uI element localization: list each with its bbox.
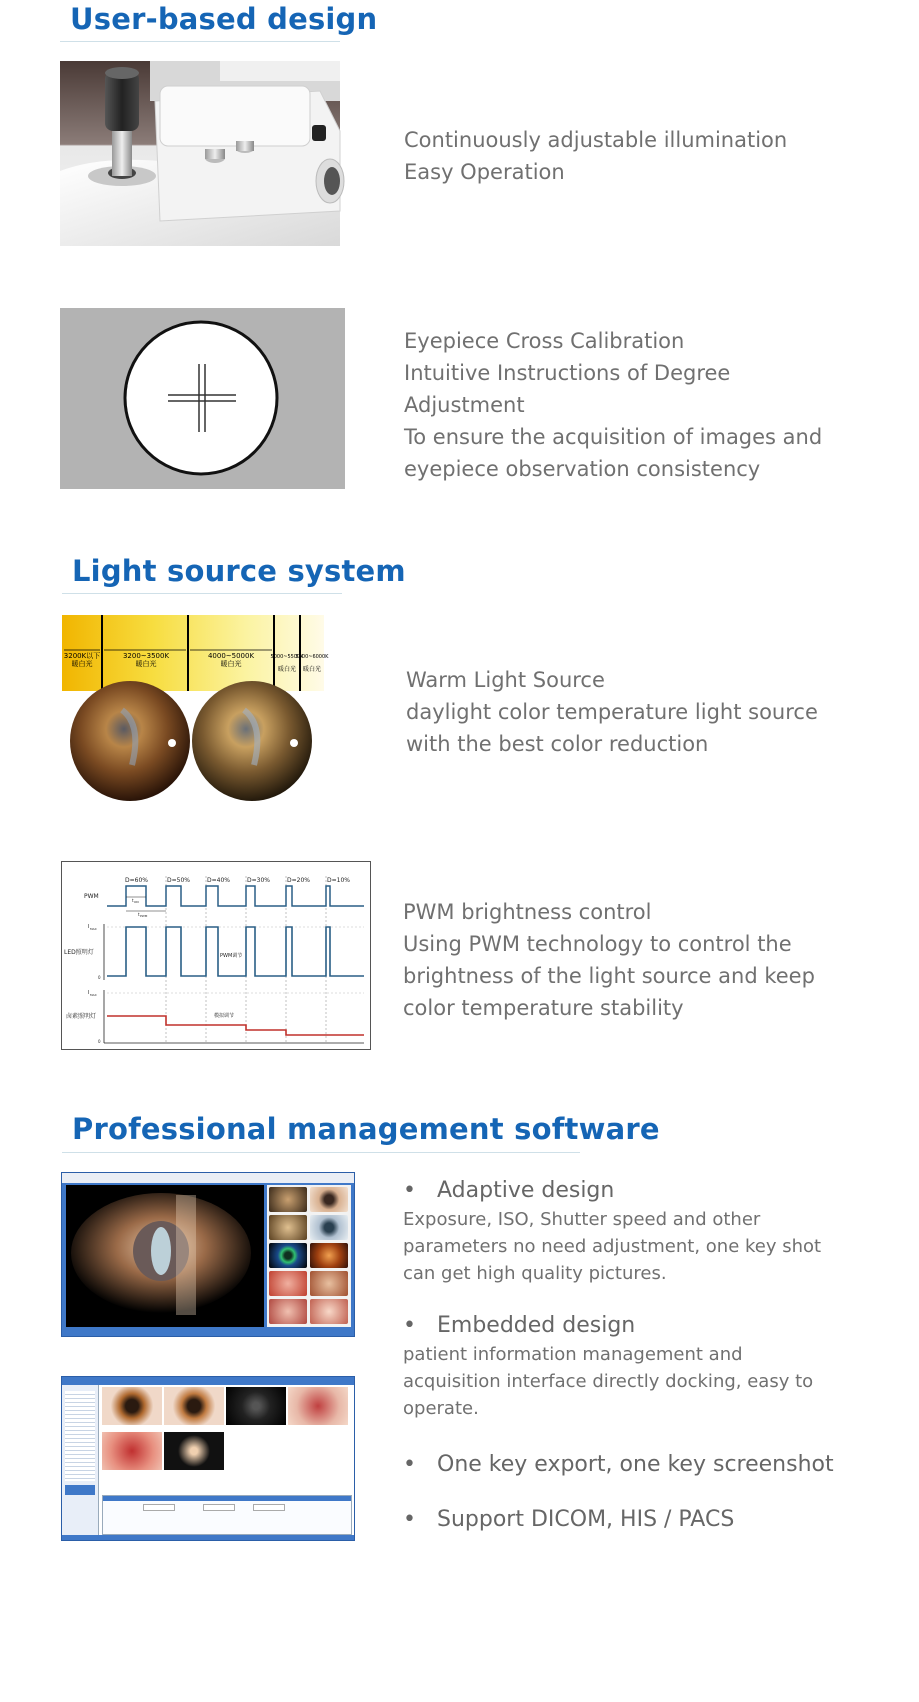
thumbnail[interactable] [269, 1187, 307, 1212]
eyepiece-description [404, 325, 822, 485]
zero-label: 0 [98, 975, 101, 980]
warm-light-description [406, 664, 818, 760]
text-line: Continuously adjustable illumination [404, 128, 788, 152]
feature-title-embedded: • Embedded design [403, 1313, 636, 1338]
image-thumbnail[interactable] [102, 1432, 162, 1470]
ct-label-0: 3200K以下 [63, 652, 101, 660]
status-bar [62, 1535, 354, 1540]
text-line: Intuitive Instructions of Degree [404, 361, 731, 385]
text-line: can get high quality pictures. [403, 1263, 667, 1284]
thumbnail[interactable] [269, 1215, 307, 1240]
ct-label-1-cn: 暖白光 [135, 660, 157, 668]
ct-label-2-cn: 暖白光 [220, 660, 242, 668]
text-line: daylight color temperature light source [406, 700, 818, 724]
section-title-software: Professional management software [72, 1112, 660, 1146]
imax-label: I [88, 924, 90, 930]
pwm-adjust-label: PWM调节 [220, 953, 243, 959]
feature-title-export: • One key export, one key screenshot [403, 1452, 834, 1477]
title-underline [62, 1152, 580, 1153]
text-line: To ensure the acquisition of images and [404, 425, 823, 449]
ct-label-3: 5000~5500K [270, 654, 304, 660]
t-on-label: t [132, 898, 134, 903]
patient-list[interactable] [65, 1391, 95, 1481]
text-line: parameters no need adjustment, one key shot [403, 1236, 822, 1257]
thumbnail[interactable] [310, 1215, 348, 1240]
device-joystick-photo [60, 61, 340, 246]
thumbnail[interactable] [269, 1299, 307, 1324]
color-temperature-comparison-image [62, 615, 329, 801]
software-feature-list [403, 1178, 903, 1532]
text-line: Warm Light Source [406, 668, 605, 692]
feature-desc-adaptive [403, 1206, 903, 1287]
duty-label: D=10% [327, 877, 350, 884]
text-line: Using PWM technology to control the [403, 932, 792, 956]
ct-label-2: 4000~5000K [207, 652, 255, 660]
text-line: color temperature stability [403, 996, 684, 1020]
pwm-diagram [61, 861, 371, 1050]
toolbar [62, 1173, 354, 1183]
imax-sub: MAX [90, 993, 97, 997]
bullet-icon: • [403, 1452, 416, 1477]
imax-sub: MAX [90, 927, 97, 931]
pwm-row-label: PWM [84, 893, 99, 900]
ct-label-4: 5500~6000K [295, 654, 329, 660]
illumination-description [404, 124, 787, 188]
title-underline [60, 41, 340, 42]
image-thumbnail[interactable] [288, 1387, 348, 1425]
thumbnail[interactable] [310, 1271, 348, 1296]
text-line: PWM brightness control [403, 900, 652, 924]
feature-title-adaptive: • Adaptive design [403, 1178, 615, 1203]
t-on-sub: ON [134, 900, 139, 904]
led-row-label: LED照明灯 [64, 949, 94, 956]
zero-label: 0 [98, 1039, 101, 1044]
patient-info-form[interactable] [102, 1495, 352, 1535]
t-pwm-sub: PWM [140, 914, 148, 918]
eyepiece-crosshair-image [60, 308, 345, 489]
duty-label: D=20% [287, 877, 310, 884]
thumbnail[interactable] [310, 1243, 348, 1268]
thumbnail[interactable] [269, 1243, 307, 1268]
thumbnail[interactable] [269, 1271, 307, 1296]
image-thumbnail[interactable] [102, 1387, 162, 1425]
text-line: acquisition interface directly docking, easy to [403, 1371, 814, 1392]
halogen-row-label: 卤素照明灯 [66, 1013, 97, 1020]
title-underline [62, 593, 342, 594]
text-line: brightness of the light source and keep [403, 964, 815, 988]
ct-label-3-cn: 暖白光 [277, 666, 297, 673]
text-line: with the best color reduction [406, 732, 709, 756]
duty-label: D=40% [207, 877, 230, 884]
t-pwm-label: t [138, 912, 140, 917]
form-field[interactable] [253, 1504, 285, 1511]
form-header [103, 1496, 351, 1501]
duty-label: D=50% [167, 877, 190, 884]
thumbnail[interactable] [310, 1187, 348, 1212]
title-bar [62, 1377, 354, 1385]
text-line: Adjustment [404, 393, 525, 417]
text-line: Exposure, ISO, Shutter speed and other [403, 1209, 761, 1230]
text-line: patient information management and [403, 1344, 743, 1365]
main-view [66, 1185, 264, 1327]
text-line: eyepiece observation consistency [404, 457, 761, 481]
feature-title-dicom: • Support DICOM, HIS / PACS [403, 1507, 735, 1532]
bullet-icon: • [403, 1507, 416, 1532]
image-thumbnail[interactable] [226, 1387, 286, 1425]
pwm-description [403, 896, 815, 1024]
feature-desc-embedded [403, 1341, 903, 1422]
panel-header [65, 1485, 95, 1495]
patient-list-panel [62, 1385, 99, 1540]
bullet-icon: • [403, 1313, 416, 1338]
text-line: operate. [403, 1398, 479, 1419]
thumbnail-strip [267, 1185, 351, 1327]
form-field[interactable] [143, 1504, 175, 1511]
section-title-user-based: User-based design [70, 2, 378, 36]
analog-adjust-label: 模拟调节 [214, 1013, 235, 1019]
ct-label-4-cn: 暖白光 [302, 666, 322, 673]
imax-label: I [88, 990, 90, 996]
bullet-icon: • [403, 1178, 416, 1203]
image-thumbnail[interactable] [164, 1432, 224, 1470]
image-thumbnail[interactable] [164, 1387, 224, 1425]
thumbnail[interactable] [310, 1299, 348, 1324]
duty-label: D=60% [125, 877, 148, 884]
software-management-screenshot [61, 1376, 355, 1541]
form-field[interactable] [203, 1504, 235, 1511]
ct-label-0-cn: 暖白光 [71, 660, 93, 668]
text-line: Easy Operation [404, 160, 565, 184]
text-line: Eyepiece Cross Calibration [404, 329, 685, 353]
duty-label: D=30% [247, 877, 270, 884]
software-capture-screenshot [61, 1172, 355, 1337]
ct-label-1: 3200~3500K [122, 652, 170, 660]
section-title-light-source: Light source system [72, 554, 406, 588]
